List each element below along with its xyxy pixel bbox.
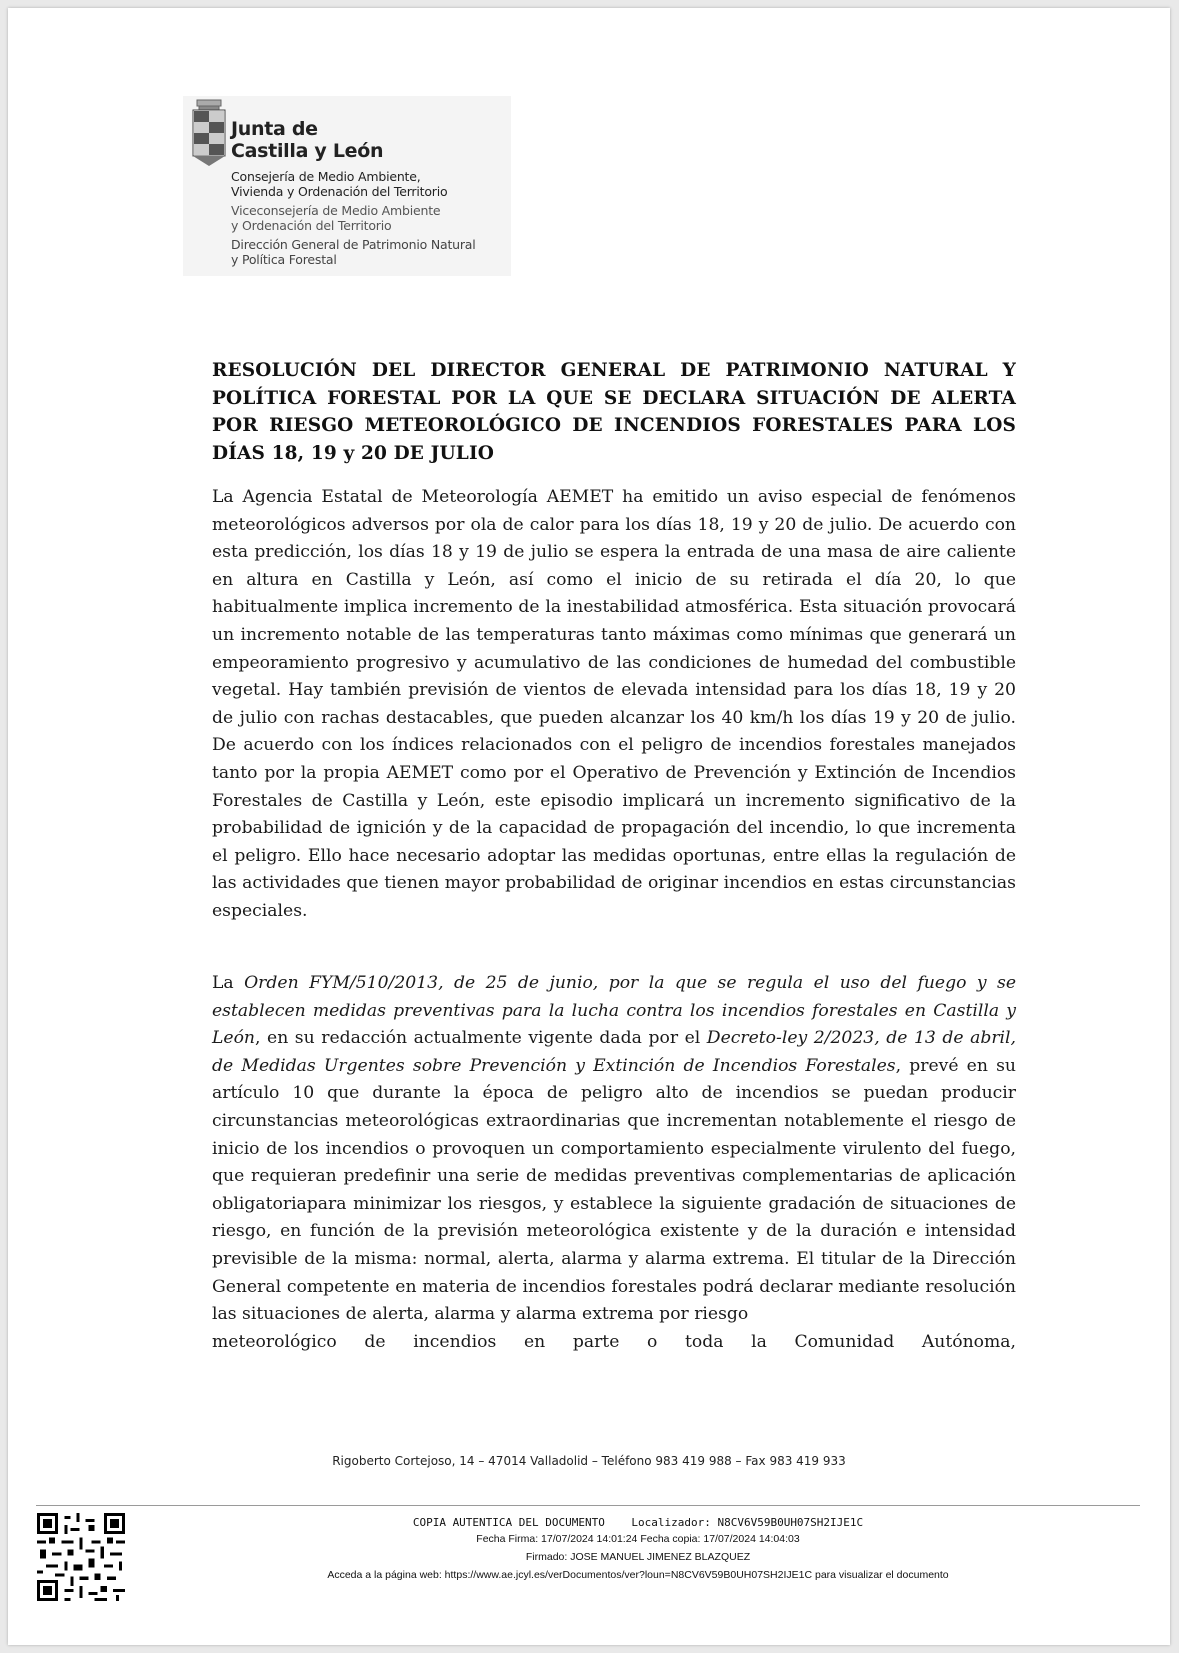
consejeria-name: Consejería de Medio Ambiente, Vivienda y Ordenación del Territorio	[231, 169, 448, 199]
decreto-citation: Decreto-ley 2/2023, de 13 de abril, de Medidas Urgentes sobre Prevención y Extinción de Incendios Forestales	[212, 1028, 1016, 1076]
p2-rest: , prevé en su artículo 10 que durante la época de peligro alto de incendios se puedan producir circunstancias meteorológicas extraordinarias que incrementan notablemente el riesgo de inicio de los incendios o provoquen un comportamiento especialmente virulento del fuego, que requieran predefinir una serie de medidas preventivas complementarias de aplicación obligatoriapara minimizar los riesgos, y establece la siguiente gradación de situaciones de riesgo, en función de la previsión meteorológica existente y de la duración e intensidad previsible de la misma: normal, alerta, alarma y alarma extrema. El titular de la Dirección General competente en materia de incendios forestales podrá declarar mediante resolución las situaciones de alerta, alarma y alarma extrema por riesgo	[212, 1055, 1016, 1325]
orden-citation: Orden FYM/510/2013, de 25 de junio, por la que se regula el uso del fuego y se establecen medidas preventivas para la lucha contra los incendios forestales en Castilla y León	[212, 973, 1016, 1049]
signed-by: Firmado: JOSE MANUEL JIMENEZ BLAZQUEZ	[525, 1551, 751, 1563]
signature-dates: Fecha Firma: 17/07/2024 14:01:24 Fecha copia: 17/07/2024 14:04:03	[476, 1533, 800, 1545]
p2-lead: La	[212, 973, 245, 993]
coat-of-arms-icon	[187, 98, 231, 174]
qr-code-icon	[37, 1513, 125, 1601]
institution-logo	[183, 96, 511, 276]
paragraph-2	[212, 970, 1016, 1356]
p2-last-line: meteorológico de incendios en parte o toda la Comunidad Autónoma,	[212, 1331, 1016, 1352]
p2-mid: , en su redacción actualmente vigente dada por el	[255, 1028, 707, 1049]
viceconsejeria-name: Viceconsejería de Medio Ambiente y Ordenación del Territorio	[231, 203, 441, 233]
paragraph-1: La Agencia Estatal de Meteorología AEMET ha emitido un aviso especial de fenómenos meteorológicos adversos por ola de calor para los días 18, 19 y 20 de julio. De acuerdo con esta predicción, los días 18 y 19 de julio se espera la entrada de una masa de aire caliente en altura en Castilla y León, así como el inicio de su retirada el día 20, lo que habitualmente implica incremento de la inestabilidad atmosférica. Esta situación provocará un incremento notable de las temperaturas tanto máximas como mínimas que generará un empeoramiento progresivo y acumulativo de las condiciones de humedad del combustible vegetal. Hay también previsión de vientos de elevada intensidad para los días 18, 19 y 20 de julio con rachas destacables, que pueden alcanzar los 40 km/h los días 19 y 20 de julio. De acuerdo con los índices relacionados con el peligro de incendios forestales manejados tanto por la propia AEMET como por el Operativo de Prevención y Extinción de Incendios Forestales de Castilla y León, este episodio implicará un incremento significativo de la probabilidad de ignición y de la capacidad de propagación del incendio, lo que incrementa el peligro. Ello hace necesario adoptar las medidas oportunas, entre ellas la regulación de las actividades que tienen mayor probabilidad de originar incendios en estas circunstancias especiales.	[212, 487, 1016, 921]
authentic-copy-locator: COPIA AUTENTICA DEL DOCUMENTO Localizador: N8CV6V59B0UH07SH2IJE1C	[412, 1516, 864, 1529]
resolution-title: RESOLUCIÓN DEL DIRECTOR GENERAL DE PATRIMONIO NATURAL Y POLÍTICA FORESTAL POR LA QUE SE DECLARA SITUACIÓN DE ALERTA POR RIESGO METEOROLÓGICO DE INCENDIOS FORESTALES PARA LOS DÍAS 18, 19 y 20 DE JULIO	[212, 360, 1016, 464]
direccion-name: Dirección General de Patrimonio Natural y Política Forestal	[231, 237, 476, 267]
document-page	[8, 8, 1170, 1645]
footer-address: Rigoberto Cortejoso, 14 – 47014 Valladolid – Teléfono 983 419 988 – Fax 983 419 933	[332, 1454, 846, 1468]
org-name: Junta de Castilla y León	[231, 118, 384, 162]
footer-divider	[36, 1505, 1140, 1506]
verification-url: Acceda a la página web: https://www.ae.jcyl.es/verDocumentos/ver?loun=N8CV6V59B0UH07SH2IJE1C para visualizar el documento	[327, 1569, 949, 1581]
